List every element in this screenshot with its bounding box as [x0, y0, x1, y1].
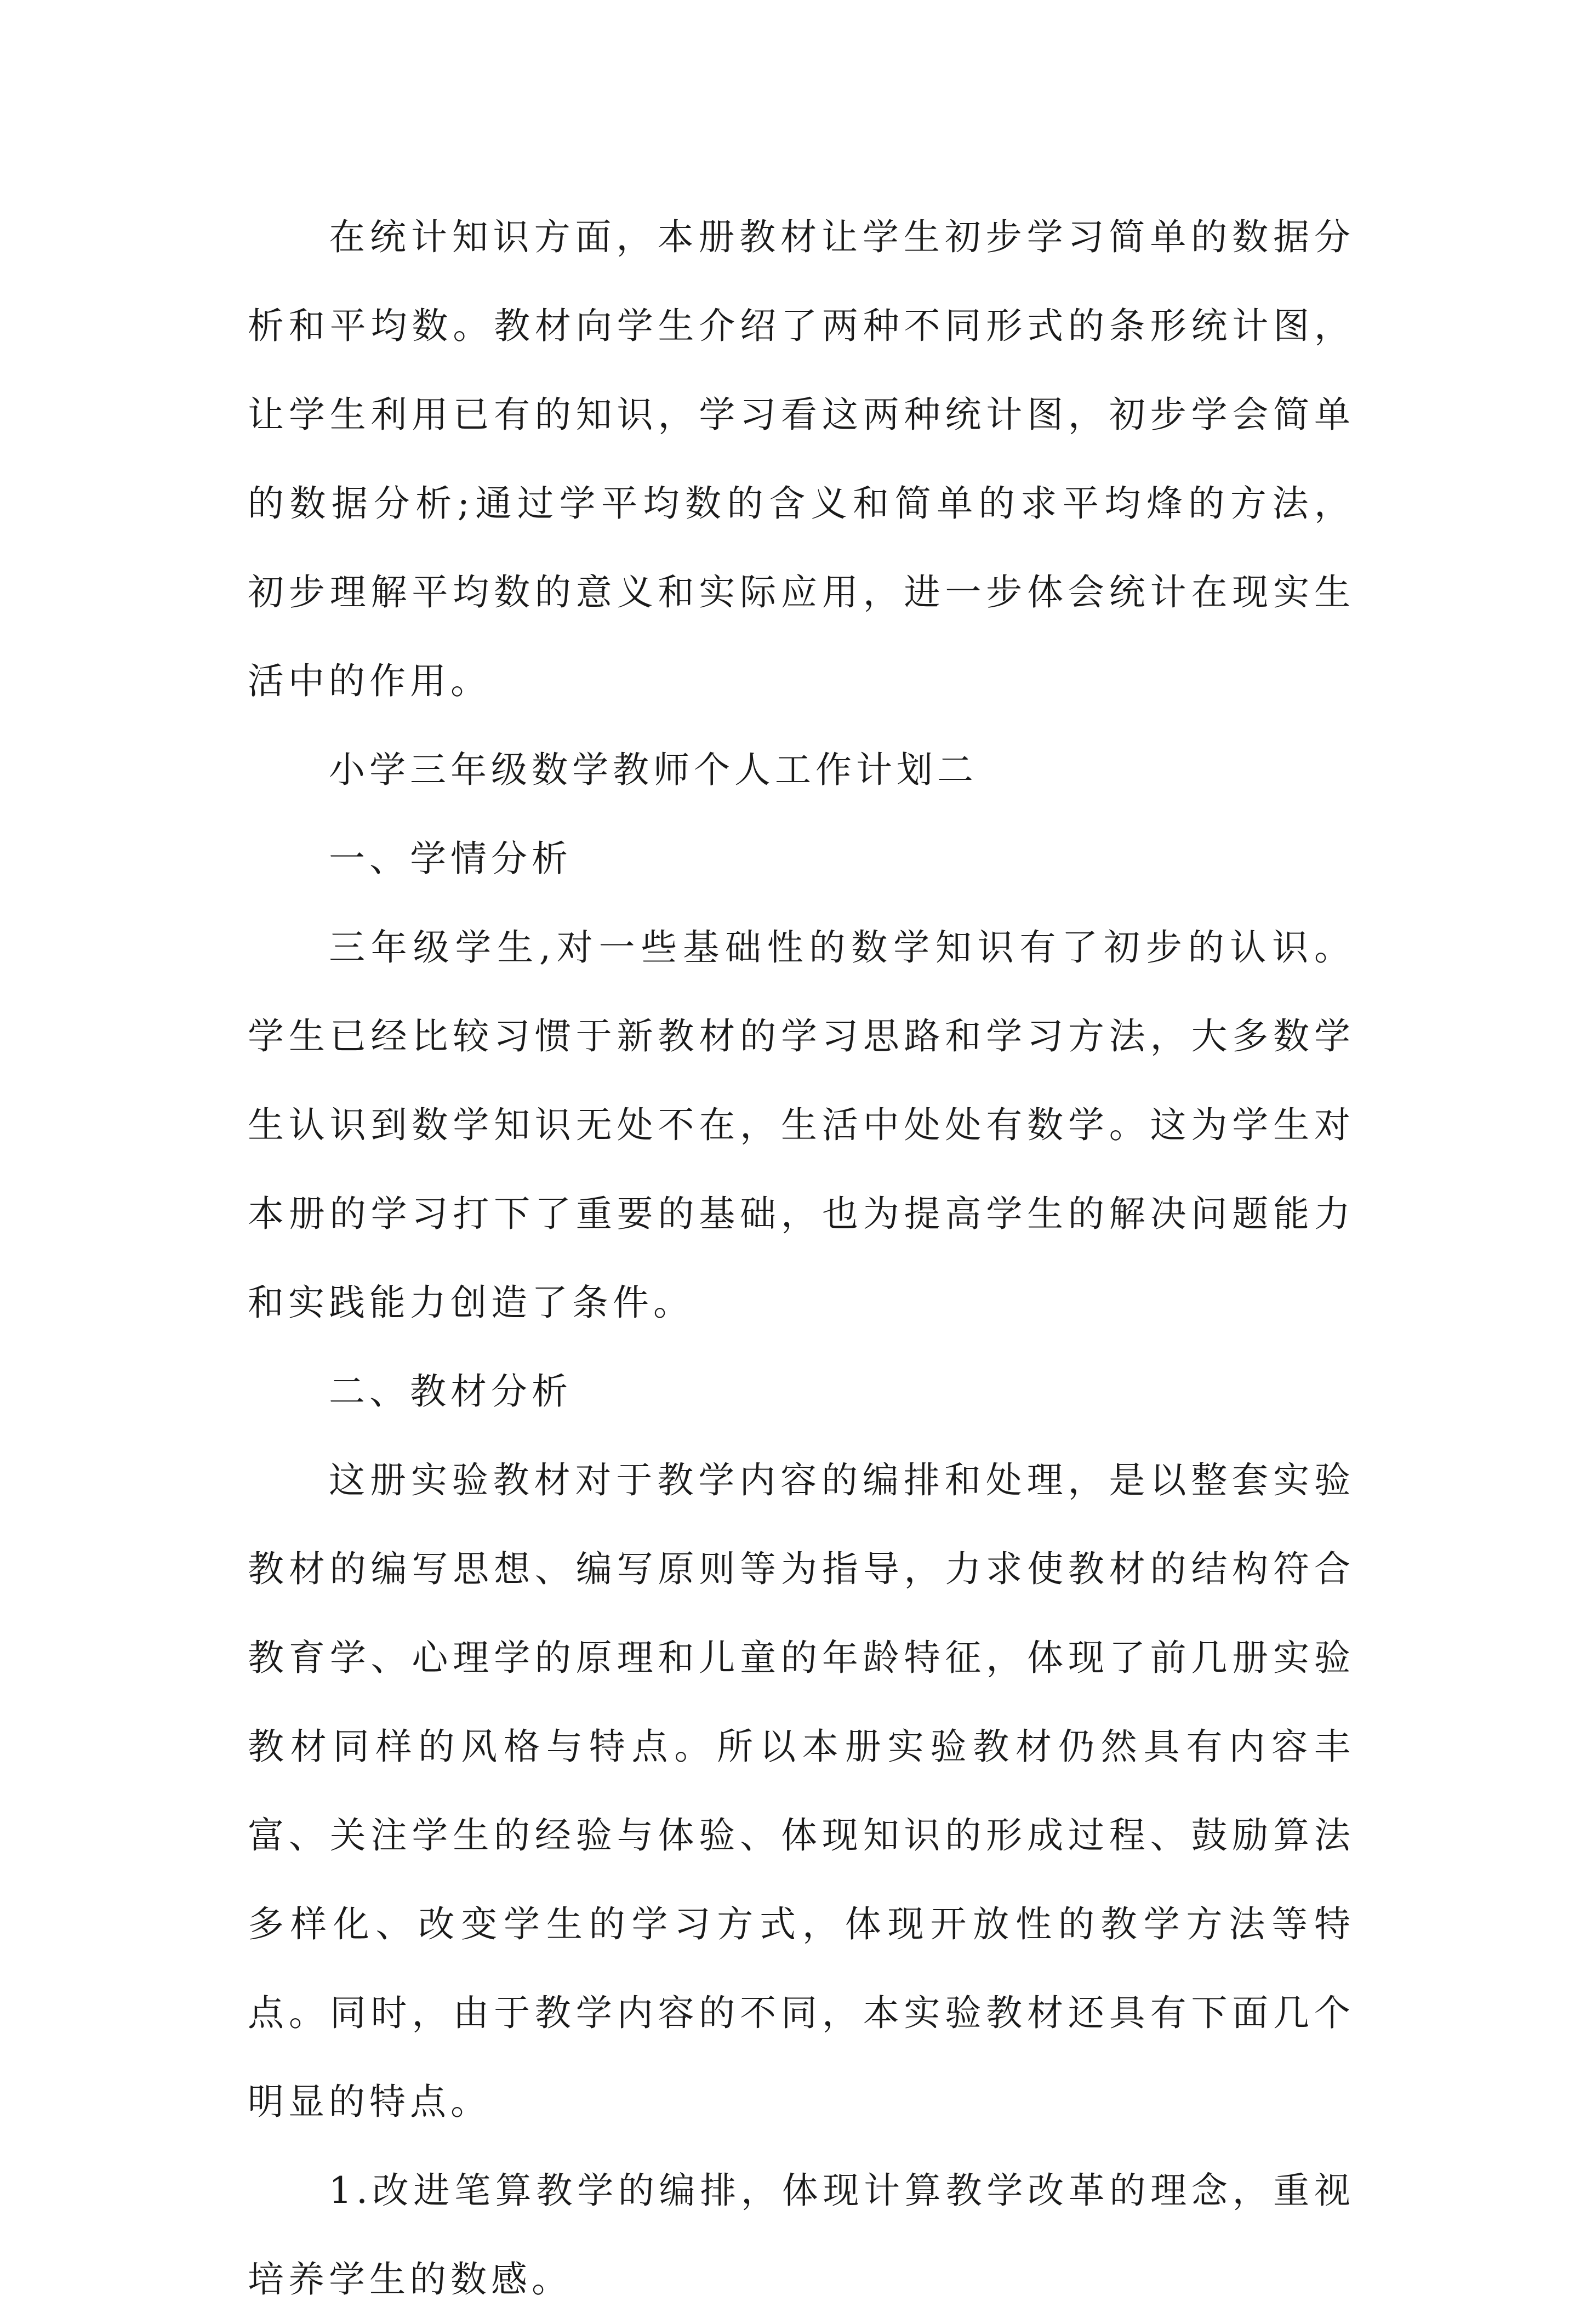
- paragraph-student-analysis: 三年级学生,对一些基础性的数学知识有了初步的认识。学生已经比较习惯于新教材的学习思路和学习方法，大多数学生认识到数学知识无处不在，生活中处处有数学。这为学生对本册的学习打下了重要的基础，也为提高学生的解决问题能力和实践能力创造了条件。: [248, 926, 1355, 1324]
- section-heading-textbook-analysis: 二、教材分析: [329, 1370, 572, 1412]
- plan-title: 小学三年级数学教师个人工作计划二: [329, 749, 978, 791]
- paragraph-statistics: 在统计知识方面，本册教材让学生初步学习简单的数据分析和平均数。教材向学生介绍了两种不同形式的条形统计图，让学生利用已有的知识，学习看这两种统计图，初步学会简单的数据分析;通过学平均数的含义和简单的求平均烽的方法，初步理解平均数的意义和实际应用，进一步体会统计在现实生活中的作用。: [248, 216, 1355, 702]
- paragraph-textbook-analysis: 这册实验教材对于教学内容的编排和处理，是以整套实验教材的编写思想、编写原则等为指导，力求使教材的结构符合教育学、心理学的原理和儿童的年龄特征，体现了前几册实验教材同样的风格与特点。所以本册实验教材仍然具有内容丰富、关注学生的经验与体验、体现知识的形成过程、鼓励算法多样化、改变学生的学习方式，体现开放性的教学方法等特点。同时，由于教学内容的不同，本实验教材还具有下面几个明显的特点。: [248, 1459, 1355, 2123]
- document-body: [248, 193, 1355, 2324]
- list-item-1: 1.改进笔算教学的编排，体现计算教学改革的理念，重视培养学生的数感。: [248, 2169, 1355, 2300]
- section-heading-student-analysis: 一、学情分析: [329, 838, 572, 880]
